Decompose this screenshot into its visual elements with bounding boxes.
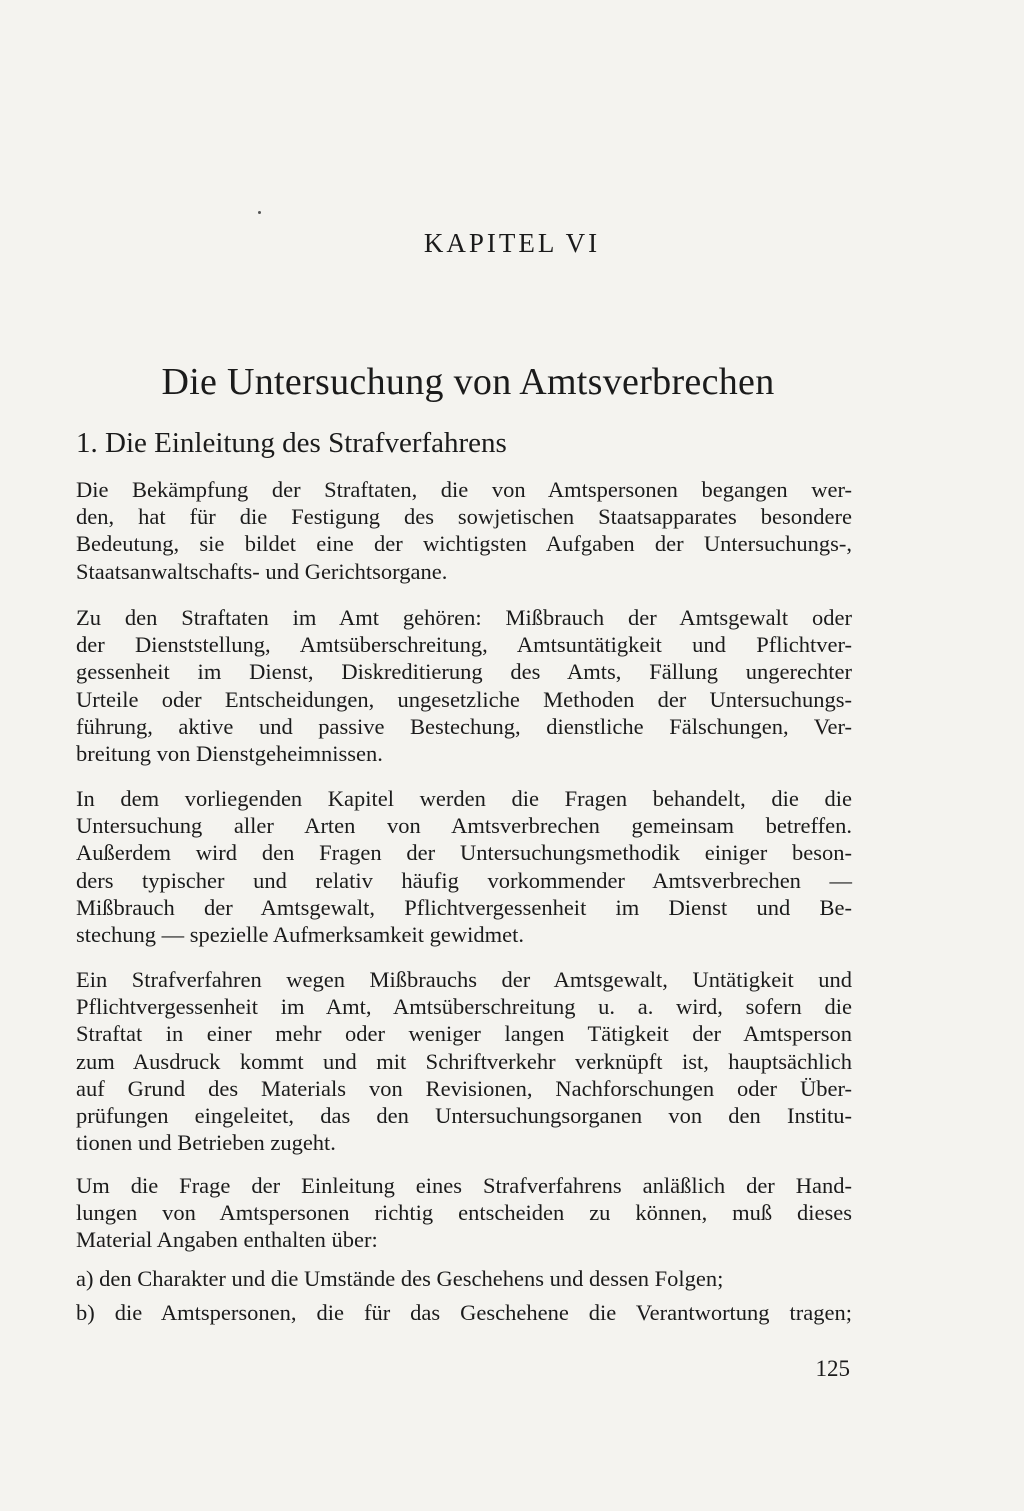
paragraph-line: Pflichtvergessenheit im Amt, Amtsüberschreitung u. a. wird, sofern die — [76, 994, 852, 1020]
paragraph-line: lungen von Amtspersonen richtig entscheiden zu können, muß dieses — [76, 1200, 852, 1226]
paragraph-line: prüfungen eingeleitet, das den Untersuchungsorganen von den Institu- — [76, 1103, 852, 1129]
paragraph-line: den, hat für die Festigung des sowjetischen Staatsapparates besondere — [76, 504, 852, 530]
paragraph-line: zum Ausdruck kommt und mit Schriftverkehr verknüpft ist, hauptsächlich — [76, 1048, 852, 1074]
page-number: 125 — [815, 1356, 850, 1381]
paragraph-5 — [76, 1172, 852, 1254]
paragraph-line: stechung — spezielle Aufmerksamkeit gewidmet. — [76, 922, 525, 948]
paragraph-line: Außerdem wird den Fragen der Untersuchungsmethodik einiger beson- — [76, 840, 852, 866]
paragraph-line: Zu den Straftaten im Amt gehören: Mißbrauch der Amtsgewalt oder — [76, 605, 852, 630]
paragraph-line: gessenheit im Dienst, Diskreditierung des Amts, Fällung ungerechter — [76, 659, 852, 685]
paragraph-line: Staatsanwaltschafts- und Gerichtsorgane. — [76, 558, 448, 584]
paragraph-4 — [76, 966, 852, 1156]
paragraph-3 — [76, 785, 852, 948]
chapter-title: Die Untersuchung von Amtsverbrechen — [161, 361, 775, 403]
paragraph-line: Mißbrauch der Amtsgewalt, Pflichtvergessenheit im Dienst und Be- — [76, 894, 852, 920]
paragraph-line: Untersuchung aller Arten von Amtsverbrechen gemeinsam betreffen. — [76, 813, 852, 839]
print-speck — [258, 211, 261, 214]
paragraph-line: Die Bekämpfung der Straftaten, die von Amtspersonen begangen wer- — [76, 477, 852, 502]
paragraph-line: Bedeutung, sie bildet eine der wichtigsten Aufgaben der Untersuchungs-, — [76, 531, 852, 557]
list-item: a) den Charakter und die Umstände des Geschehens und dessen Folgen; — [76, 1266, 724, 1291]
list-item: b) die Amtspersonen, die für das Geschehene die Verantwortung tragen; — [76, 1300, 852, 1325]
paragraph-line: Urteile oder Entscheidungen, ungesetzliche Methoden der Untersuchungs- — [76, 686, 852, 712]
paragraph-line: der Dienststellung, Amtsüberschreitung, Amtsuntätigkeit und Pflichtver- — [76, 632, 852, 658]
paragraph-line: führung, aktive und passive Bestechung, dienstliche Fälschungen, Ver- — [76, 713, 852, 739]
paragraph-line: tionen und Betrieben zugeht. — [76, 1130, 336, 1156]
chapter-label: KAPITEL VI — [423, 228, 601, 258]
paragraph-line: Ein Strafverfahren wegen Mißbrauchs der Amtsgewalt, Untätigkeit und — [76, 967, 852, 992]
section-heading: 1. Die Einleitung des Strafverfahrens — [76, 427, 507, 459]
paragraph-line: breitung von Dienstgeheimnissen. — [76, 741, 383, 767]
paragraph-1 — [76, 476, 852, 585]
paragraph-line: Um die Frage der Einleitung eines Strafverfahrens anläßlich der Hand- — [76, 1173, 852, 1198]
paragraph-2 — [76, 604, 852, 767]
paragraph-line: auf Grund des Materials von Revisionen, Nachforschungen oder Über- — [76, 1075, 852, 1101]
paragraph-line: Straftat in einer mehr oder weniger langen Tätigkeit der Amtsperson — [76, 1021, 852, 1047]
paragraph-line: ders typischer und relativ häufig vorkommender Amtsverbrechen — — [76, 867, 852, 893]
paragraph-line: Material Angaben enthalten über: — [76, 1227, 378, 1253]
paragraph-line: In dem vorliegenden Kapitel werden die Fragen behandelt, die die — [76, 786, 852, 811]
